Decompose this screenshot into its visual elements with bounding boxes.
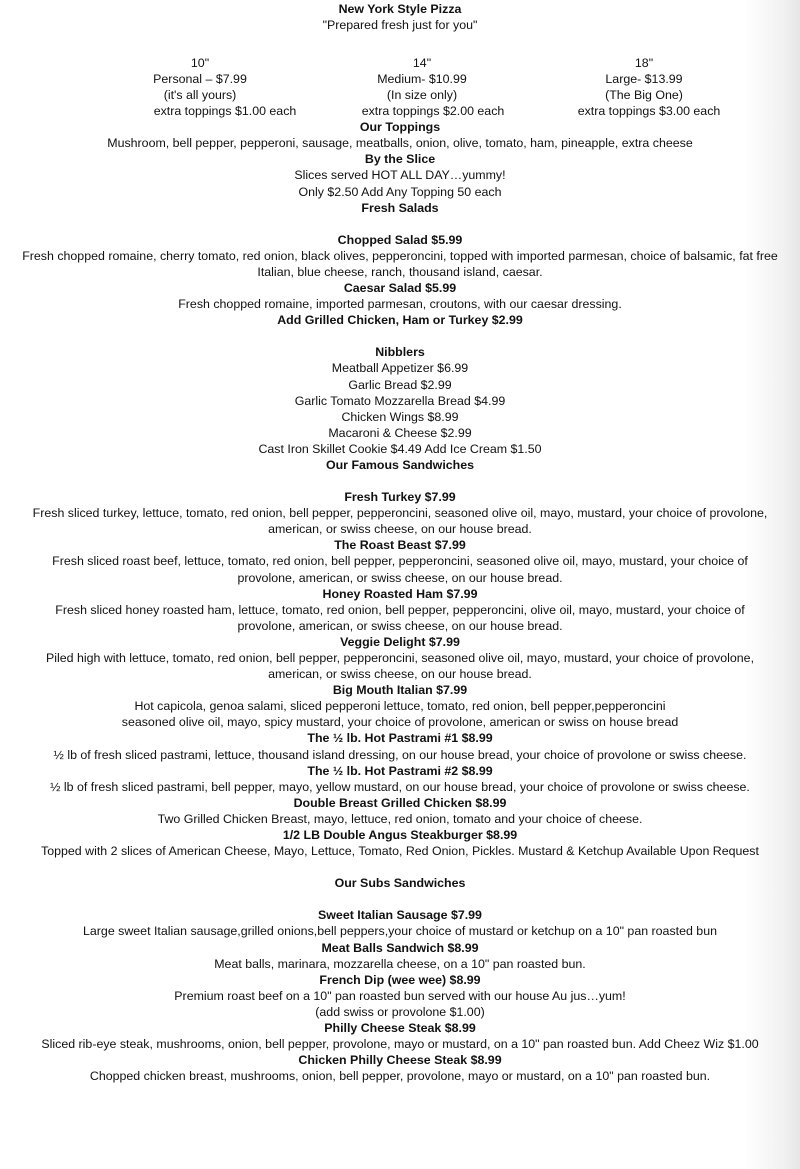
menu-item-name: 1/2 LB Double Angus Steakburger $8.99 <box>282 828 518 843</box>
pizza-sizes <box>0 55 800 121</box>
size-note: (In size only) <box>386 88 458 103</box>
toppings-heading: Our Toppings <box>359 120 441 135</box>
nibbler-item: Chicken Wings $8.99 <box>341 409 459 424</box>
size-note: (The Big One) <box>605 88 683 103</box>
menu-item-description: Fresh chopped romaine, cherry tomato, red onion, black olives, pepperoncini, topped with imported parmesan, choice of balsamic, fat free Italian, blue cheese, ranch, thousand island, caesar. <box>22 248 778 279</box>
nibblers-heading: Nibblers <box>375 345 425 360</box>
menu-item-description: Fresh sliced roast beef, lettuce, tomato, red onion, bell pepper, pepperoncini, seasoned olive oil, mayo, mustard, your choice of provolone, american, or swiss cheese, on our house bread. <box>52 554 748 585</box>
menu-item-name: Philly Cheese Steak $8.99 <box>324 1020 476 1035</box>
size-18-toppings: extra toppings $3.00 each <box>577 104 721 119</box>
menu-item-name: Chopped Salad $5.99 <box>337 232 463 247</box>
slice-line: Slices served HOT ALL DAY…yummy! <box>294 168 506 183</box>
menu-item-name: Caesar Salad $5.99 <box>343 281 457 296</box>
size-price: Personal – $7.99 <box>153 72 247 87</box>
menu-item-description: seasoned olive oil, mayo, spicy mustard, your choice of provolone, american or swiss on house bread <box>121 715 679 730</box>
menu-item-description: Chopped chicken breast, mushrooms, onion, bell pepper, provolone, mayo or mustard, on a 10" pan roasted bun. <box>89 1069 711 1084</box>
menu-item-description: Premium roast beef on a 10" pan roasted bun served with our house Au jus…yum! <box>174 988 626 1003</box>
menu-item-description: Fresh sliced turkey, lettuce, tomato, red onion, bell pepper, pepperoncini, seasoned olive oil, mayo, mustard, your choice of provolone, american, or swiss cheese, on our house bread. <box>32 506 768 537</box>
nibbler-item: Garlic Tomato Mozzarella Bread $4.99 <box>294 393 506 408</box>
menu-item-name: The ½ lb. Hot Pastrami #2 $8.99 <box>307 763 493 778</box>
pizza-title: New York Style Pizza <box>338 2 462 16</box>
menu-item-description: ½ lb of fresh sliced pastrami, lettuce, thousand island dressing, on our house bread, your choice of provolone or swiss cheese. <box>53 747 747 762</box>
size-price: Large- $13.99 <box>605 72 683 87</box>
pizza-tagline: "Prepared fresh just for you" <box>322 18 478 33</box>
menu-item-description: Fresh chopped romaine, imported parmesan, croutons, with our caesar dressing. <box>178 297 622 312</box>
slice-line: Only $2.50 Add Any Topping 50 each <box>298 184 502 199</box>
size-label: 14" <box>412 56 432 71</box>
nibbler-item: Garlic Bread $2.99 <box>348 377 452 392</box>
menu-item-description: Sliced rib-eye steak, mushrooms, onion, bell pepper, provolone, mayo or mustard, on a 10" pan roasted bun. Add Cheez Wiz $1.00 <box>41 1037 759 1052</box>
menu-item-name: Big Mouth Italian $7.99 <box>332 683 468 698</box>
menu-item-description: Fresh sliced honey roasted ham, lettuce, tomato, red onion, bell pepper, pepperoncini, olive oil, mayo, mustard, your choice of provolone, american, or swiss cheese, on our house bread. <box>55 602 745 633</box>
nibbler-item: Macaroni & Cheese $2.99 <box>328 425 472 440</box>
menu-item-name: Veggie Delight $7.99 <box>340 634 460 649</box>
menu-item-description: Hot capicola, genoa salami, sliced pepperoni lettuce, tomato, red onion, bell pepper,pepperoncini <box>134 699 666 714</box>
salads-heading: Fresh Salads <box>361 200 439 215</box>
size-price: Medium- $10.99 <box>377 72 467 87</box>
menu-item-description: ½ lb of fresh sliced pastrami, bell pepper, mayo, yellow mustard, on our house bread, your choice of provolone or swiss cheese. <box>50 779 750 794</box>
menu-item-name: Meat Balls Sandwich $8.99 <box>321 940 479 955</box>
size-14-toppings: extra toppings $2.00 each <box>361 104 505 119</box>
nibbler-item: Cast Iron Skillet Cookie $4.49 Add Ice Cream $1.50 <box>258 441 542 456</box>
size-note: (it's all yours) <box>163 88 237 103</box>
menu-item-name: Chicken Philly Cheese Steak $8.99 <box>298 1053 502 1068</box>
size-10-column <box>140 55 260 103</box>
menu-item-name: The Roast Beast $7.99 <box>334 538 466 553</box>
nibbler-item: Meatball Appetizer $6.99 <box>331 361 469 376</box>
subs-heading: Our Subs Sandwiches <box>334 876 466 891</box>
menu-item-description: Topped with 2 slices of American Cheese, Mayo, Lettuce, Tomato, Red Onion, Pickles. Mustard & Ketchup Available Upon Request <box>41 844 759 859</box>
menu-item-description: (add swiss or provolone $1.00) <box>315 1004 485 1019</box>
menu-item-name: Honey Roasted Ham $7.99 <box>322 586 478 601</box>
menu-item-name: Fresh Turkey $7.99 <box>344 490 456 505</box>
size-label: 10" <box>190 56 210 71</box>
menu-item-name: French Dip (wee wee) $8.99 <box>319 972 481 987</box>
menu-item-name: Double Breast Grilled Chicken $8.99 <box>293 795 507 810</box>
salad-addon: Add Grilled Chicken, Ham or Turkey $2.99 <box>277 313 523 328</box>
sandwiches-heading: Our Famous Sandwiches <box>325 457 475 472</box>
menu-item-description: Piled high with lettuce, tomato, red onion, bell pepper, pepperoncini, seasoned olive oil, mayo, mustard, your choice of provolone, american, or swiss cheese, on our house bread. <box>45 651 755 682</box>
slice-heading: By the Slice <box>364 152 436 167</box>
menu-item-name: Sweet Italian Sausage $7.99 <box>318 908 482 923</box>
menu-item-description: Large sweet Italian sausage,grilled onions,bell peppers,your choice of mustard or ketchup on a 10" pan roasted bun <box>83 924 717 939</box>
size-label: 18" <box>634 56 654 71</box>
size-14-column <box>362 55 482 103</box>
menu-item-name: The ½ lb. Hot Pastrami #1 $8.99 <box>307 731 493 746</box>
size-10-toppings: extra toppings $1.00 each <box>153 104 297 119</box>
size-18-column <box>584 55 704 103</box>
menu-item-description: Meat balls, marinara, mozzarella cheese, on a 10" pan roasted bun. <box>214 956 586 971</box>
toppings-list: Mushroom, bell pepper, pepperoni, sausage, meatballs, onion, olive, tomato, ham, pineapple, extra cheese <box>107 136 693 151</box>
menu-item-description: Two Grilled Chicken Breast, mayo, lettuce, red onion, tomato and your choice of cheese. <box>157 811 643 826</box>
